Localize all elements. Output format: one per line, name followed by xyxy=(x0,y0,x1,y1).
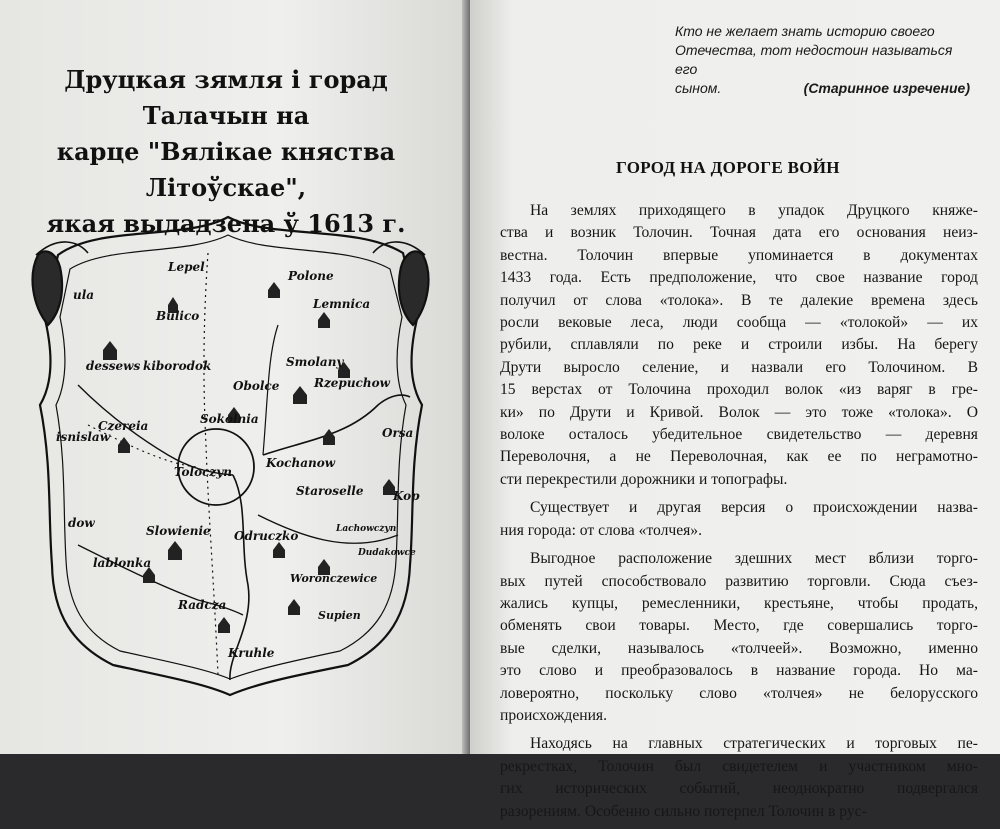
text-line: Переволочня, а не Переволочная, как ее по неграмотно- xyxy=(500,448,978,466)
map-frame xyxy=(40,217,422,695)
map-title-line: Друцкая зямля і горад Талачын на xyxy=(64,65,388,130)
map-title-line: якая выдадзена ў 1613 г. xyxy=(46,209,406,238)
map-label: Polone xyxy=(288,269,334,283)
text-line: 15 верстах от Толочина проходил волок «из варяг в гре- xyxy=(500,381,978,399)
text-line: ства и возник Толочин. Точная дата его основания неиз- xyxy=(500,224,978,242)
text-line: обменять свои товары. Место, где совершались торго- xyxy=(500,617,978,635)
body-text xyxy=(500,200,978,829)
text-line: Друти выросло селение, и назвали его Толочином. В xyxy=(500,358,978,376)
text-line: вестна. Толочин впервые упоминается в документах xyxy=(500,246,978,264)
map-label: Sokolnia xyxy=(200,412,259,426)
right-page xyxy=(470,0,1000,820)
text-line: ки» по Друти и Кривой. Волок — это тоже «толока». О xyxy=(500,403,978,421)
map-label: Lemnica xyxy=(313,297,371,311)
text-line: разорениям. Особенно сильно потерпел Толочин в рус- xyxy=(500,802,867,820)
map-label: Obolce xyxy=(233,379,280,393)
chapter-title: ГОРОД НА ДОРОГЕ ВОЙН xyxy=(616,158,840,177)
map-label: Kochanow xyxy=(266,456,336,470)
map-label: dow xyxy=(68,516,95,530)
map-label: Czereia xyxy=(98,419,149,433)
epigraph-line: Отечества, тот недостоин называться его xyxy=(675,42,953,77)
text-line: вые сделки, называлось «толчеей». Возможно, именно xyxy=(500,639,978,657)
text-line: волоке осталось убедительное свидетельство — деревня xyxy=(500,426,978,444)
map-label: Supien xyxy=(318,609,361,622)
paragraph xyxy=(500,733,978,823)
map-label: kiborodok xyxy=(143,359,212,373)
text-line: рекрестках, Толочин был свидетелем и участником мно- xyxy=(500,757,978,775)
text-line: ловероятно, поскольку слово «толчея» не белорусского xyxy=(500,684,978,702)
map-label: Slowienie xyxy=(146,524,211,538)
epigraph-line: Кто не желает знать историю своего xyxy=(675,23,935,39)
map-label: Rzepuchow xyxy=(314,376,390,390)
text-line: получил от слова «толока». В те далекие времена здесь xyxy=(500,291,978,309)
map-title-line: карце "Вялікае княства Літоўскае", xyxy=(56,137,396,202)
map-label: Bulico xyxy=(156,309,200,323)
text-line: Находясь на главных стратегических и торговых пе- xyxy=(530,735,978,753)
map-label: lablonka xyxy=(93,556,152,570)
epigraph-line: сыном. xyxy=(675,80,722,96)
map-label: Staroselle xyxy=(296,484,364,498)
text-line: Выгодное расположение здешних мест вблизи торго- xyxy=(530,550,978,568)
map-label: Toloczyn xyxy=(174,465,232,479)
map-label: ula xyxy=(73,288,95,302)
map-label: Odruczko xyxy=(234,529,299,543)
paragraph xyxy=(500,200,978,491)
map-label: Kop xyxy=(393,489,420,503)
epigraph-source: (Старинное изречение) xyxy=(803,80,970,96)
map-label: isnislaw xyxy=(56,430,111,444)
map-label: Orsa xyxy=(382,426,414,440)
text-line: На землях приходящего в упадок Друцкого княже- xyxy=(530,202,978,219)
text-line: росли вековые леса, люди сообща — «толокой» — их xyxy=(500,314,978,332)
scroll-left xyxy=(33,251,63,325)
map-label: Lachowczyn xyxy=(336,524,397,534)
map-label: dessews xyxy=(86,359,141,373)
map-label: Radcza xyxy=(178,598,227,612)
text-line: 1433 года. Есть предположение, что свое название город xyxy=(500,269,978,287)
paragraph xyxy=(500,548,978,727)
text-line: происхождения. xyxy=(500,706,608,724)
text-line: гих исторических событий, неоднократно подвергался xyxy=(500,780,978,798)
scroll-right xyxy=(399,251,429,325)
text-line: сти перекрестили дорожники и топографы. xyxy=(500,470,788,488)
paragraph xyxy=(500,497,978,542)
text-line: рубили, сплавляли по реке и строили избы. На берегу xyxy=(500,336,978,354)
historical-map xyxy=(18,205,443,705)
text-line: Существует и другая версия о происхождении назва- xyxy=(530,499,978,517)
map-label: Smolany xyxy=(286,355,344,369)
map-label: Woronczewice xyxy=(290,572,378,585)
map-label: Lepel xyxy=(168,260,205,274)
text-line: это слово и преобразовалось в название города. Но ма- xyxy=(500,662,978,680)
map-label: Kruhle xyxy=(228,646,275,660)
text-line: жались купцы, ремесленники, крестьяне, чтобы продать, xyxy=(500,594,978,612)
left-page xyxy=(0,0,468,754)
text-line: вых путей способствовало развитию торговли. Сюда съез- xyxy=(500,572,978,590)
map-label: Dudakowce xyxy=(358,548,416,558)
text-line: ния города: от слова «толчея». xyxy=(500,521,702,539)
